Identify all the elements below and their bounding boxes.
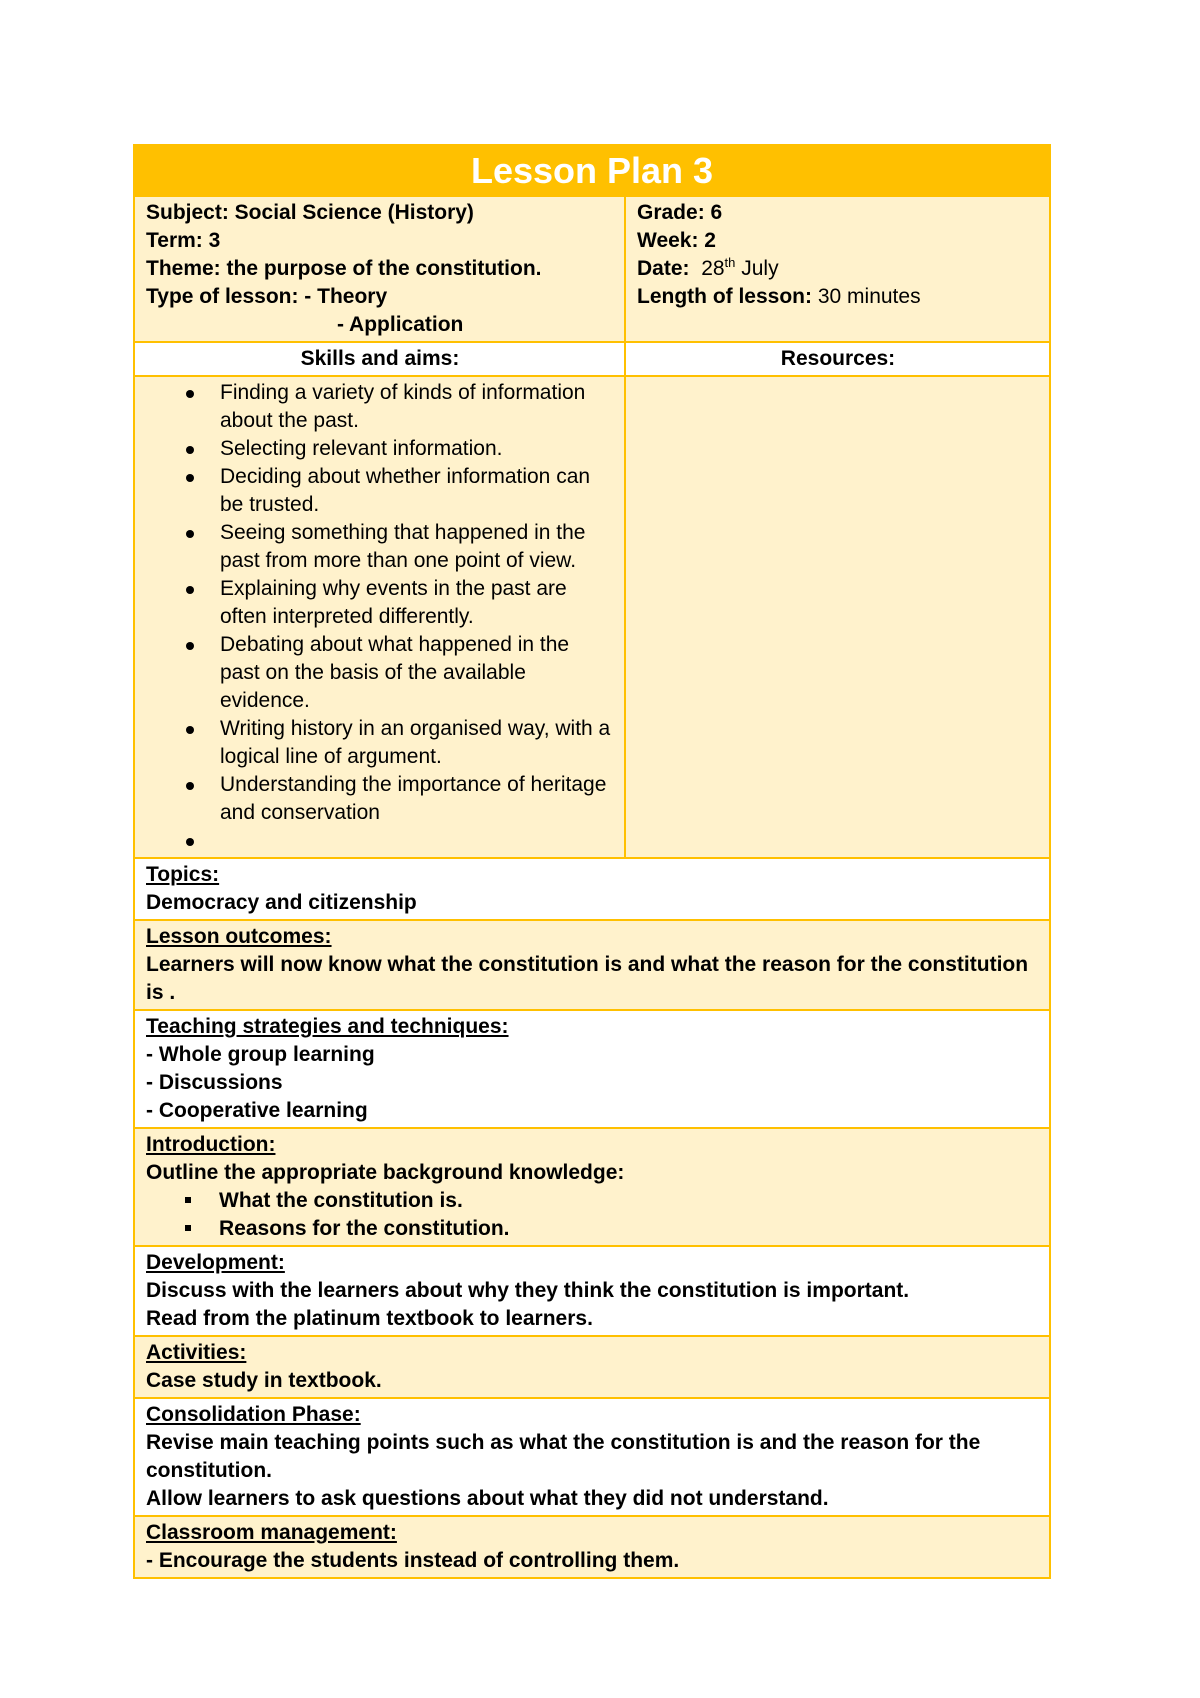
theme-line: Theme: the purpose of the constitution.: [146, 257, 542, 280]
development-line: Discuss with the learners about why they think the constitution is important.: [146, 1279, 910, 1302]
date-suffix: th: [724, 255, 736, 270]
subject-line: Subject: Social Science (History): [146, 201, 474, 224]
outcomes-row: [135, 921, 1049, 1011]
development-line: Read from the platinum textbook to learners.: [146, 1307, 593, 1330]
resources-heading: Resources:: [780, 347, 896, 370]
management-text: - Encourage the students instead of controlling them.: [146, 1549, 680, 1572]
date-day: 28: [701, 257, 725, 280]
title-bar: [135, 146, 1049, 197]
list-item: What the constitution is.: [219, 1187, 1039, 1215]
list-item: Seeing something that happened in the past from more than one point of view.: [220, 519, 614, 575]
outcomes-text: Learners will now know what the constitution is and what the reason for the constitution is .: [146, 953, 1029, 1004]
list-item: Selecting relevant information.: [220, 435, 614, 463]
page-title: Lesson Plan 3: [470, 149, 714, 191]
list-item: Finding a variety of kinds of information about the past.: [220, 379, 614, 435]
list-item: Explaining why events in the past are often interpreted differently.: [220, 575, 614, 631]
lesson-type-line-2: - Application: [337, 313, 464, 336]
introduction-list: [146, 1187, 1039, 1243]
list-item: [220, 827, 614, 855]
skills-cell: [135, 377, 626, 857]
strategies-row: [135, 1011, 1049, 1129]
date-month: July: [741, 257, 779, 280]
outcomes-heading: Lesson outcomes:: [146, 925, 332, 948]
consolidation-line: Revise main teaching points such as what the constitution is and the reason for the constitution.: [146, 1431, 981, 1482]
strategies-heading: Teaching strategies and techniques:: [146, 1015, 509, 1038]
header-right: [626, 197, 1049, 341]
strategy-item: - Discussions: [146, 1071, 283, 1094]
skills-row: [135, 377, 1049, 859]
resources-cell: [626, 377, 1049, 857]
date-line: [637, 255, 1039, 283]
topics-text: Democracy and citizenship: [146, 891, 417, 914]
column-headings-row: [135, 343, 1049, 377]
activities-heading: Activities:: [146, 1341, 247, 1364]
header-row: [135, 197, 1049, 343]
list-item: Writing history in an organised way, with a logical line of argument.: [220, 715, 614, 771]
length-value: 30 minutes: [817, 285, 921, 308]
activities-text: Case study in textbook.: [146, 1369, 382, 1392]
development-heading: Development:: [146, 1251, 285, 1274]
topics-row: [135, 859, 1049, 921]
management-heading: Classroom management:: [146, 1521, 397, 1544]
header-left: [135, 197, 626, 341]
lesson-type-line: Type of lesson: - Theory: [146, 285, 388, 308]
consolidation-row: [135, 1399, 1049, 1517]
introduction-heading: Introduction:: [146, 1133, 276, 1156]
topics-heading: Topics:: [146, 863, 220, 886]
consolidation-line: Allow learners to ask questions about what they did not understand.: [146, 1487, 829, 1510]
length-line: [637, 283, 1039, 311]
grade-line: Grade: 6: [637, 201, 723, 224]
week-line: Week: 2: [637, 229, 716, 252]
skills-heading: Skills and aims:: [135, 343, 626, 375]
strategy-item: - Cooperative learning: [146, 1099, 368, 1122]
length-label: Length of lesson:: [637, 285, 812, 308]
strategy-item: - Whole group learning: [146, 1043, 375, 1066]
consolidation-heading: Consolidation Phase:: [146, 1403, 361, 1426]
activities-row: [135, 1337, 1049, 1399]
introduction-text: Outline the appropriate background knowledge:: [146, 1161, 625, 1184]
list-item: Understanding the importance of heritage and conservation: [220, 771, 614, 827]
lesson-plan-table: [133, 144, 1051, 1579]
list-item: Debating about what happened in the past on the basis of the available evidence.: [220, 631, 614, 715]
management-row: [135, 1517, 1049, 1577]
introduction-row: [135, 1129, 1049, 1247]
date-label: Date:: [637, 257, 690, 280]
list-item: Deciding about whether information can be trusted.: [220, 463, 614, 519]
development-row: [135, 1247, 1049, 1337]
skills-list: [146, 379, 614, 855]
term-line: Term: 3: [146, 229, 221, 252]
list-item: Reasons for the constitution.: [219, 1215, 1039, 1243]
